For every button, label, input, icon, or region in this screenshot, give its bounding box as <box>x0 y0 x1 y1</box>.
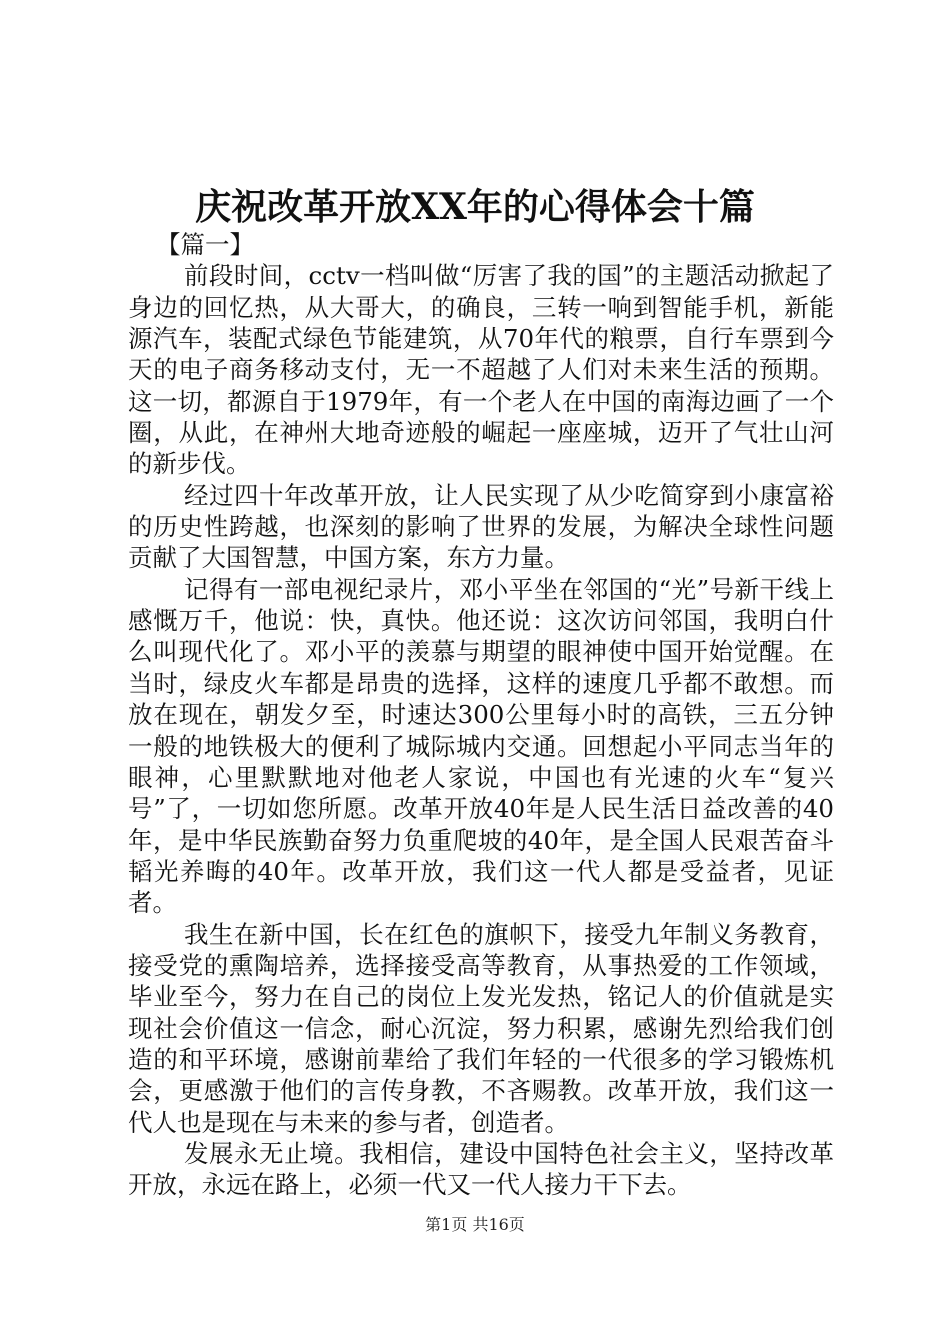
page-footer: 第1页 共16页 <box>425 1215 525 1234</box>
paragraph-5: 发展永无止境。我相信，建设中国特色社会主义，坚持改革开放，永远在路上，必须一代又一代人接力干下去。 <box>128 1138 834 1200</box>
document-title: 庆祝改革开放XX年的心得体会十篇 <box>195 186 755 228</box>
paragraph-3: 记得有一部电视纪录片，邓小平坐在邻国的“光”号新干线上感慨万千，他说：快，真快。他还说：这次访问邻国，我明白什么叫现代化了。邓小平的羡慕与期望的眼神使中国开始觉醒。在当时，绿皮火车都是昂贵的选择，这样的速度几乎都不敢想。而放在现在，朝发夕至，时速达300公里每小时的高铁，三五分钟一般的地铁极大的便利了城际城内交通。回想起小平同志当年的眼神，心里默默地对他老人家说，中国也有光速的火车“复兴号”了，一切如您所愿。改革开放40年是人民生活日益改善的40年，是中华民族勤奋努力负重爬坡的40年，是全国人民艰苦奋斗韬光养晦的40年。改革开放，我们这一代人都是受益者，见证者。 <box>128 574 834 918</box>
paragraph-4: 我生在新中国，长在红色的旗帜下，接受九年制义务教育，接受党的熏陶培养，选择接受高等教育，从事热爱的工作领域，毕业至今，努力在自己的岗位上发光发热，铭记人的价值就是实现社会价值这一信念，耐心沉淀，努力积累，感谢先烈给我们创造的和平环境，感谢前辈给了我们年轻的一代很多的学习锻炼机会，更感激于他们的言传身教，不吝赐教。改革开放，我们这一代人也是现在与未来的参与者，创造者。 <box>128 919 834 1137</box>
document-body <box>128 229 834 1201</box>
paragraph-2: 经过四十年改革开放，让人民实现了从少吃简穿到小康富裕的历史性跨越，也深刻的影响了世界的发展，为解决全球性问题贡献了大国智慧，中国方案，东方力量。 <box>128 480 834 573</box>
paragraph-1: 前段时间，cctv一档叫做“厉害了我的国”的主题活动掀起了身边的回忆热，从大哥大，的确良，三转一响到智能手机，新能源汽车，装配式绿色节能建筑，从70年代的粮票，自行车票到今天的电子商务移动支付，无一不超越了人们对未来生活的预期。这一切，都源自于1979年，有一个老人在中国的南海边画了一个圈，从此，在神州大地奇迹般的崛起一座座城，迈开了气壮山河的新步伐。 <box>128 261 834 479</box>
section-label: 【篇一】 <box>156 230 254 259</box>
